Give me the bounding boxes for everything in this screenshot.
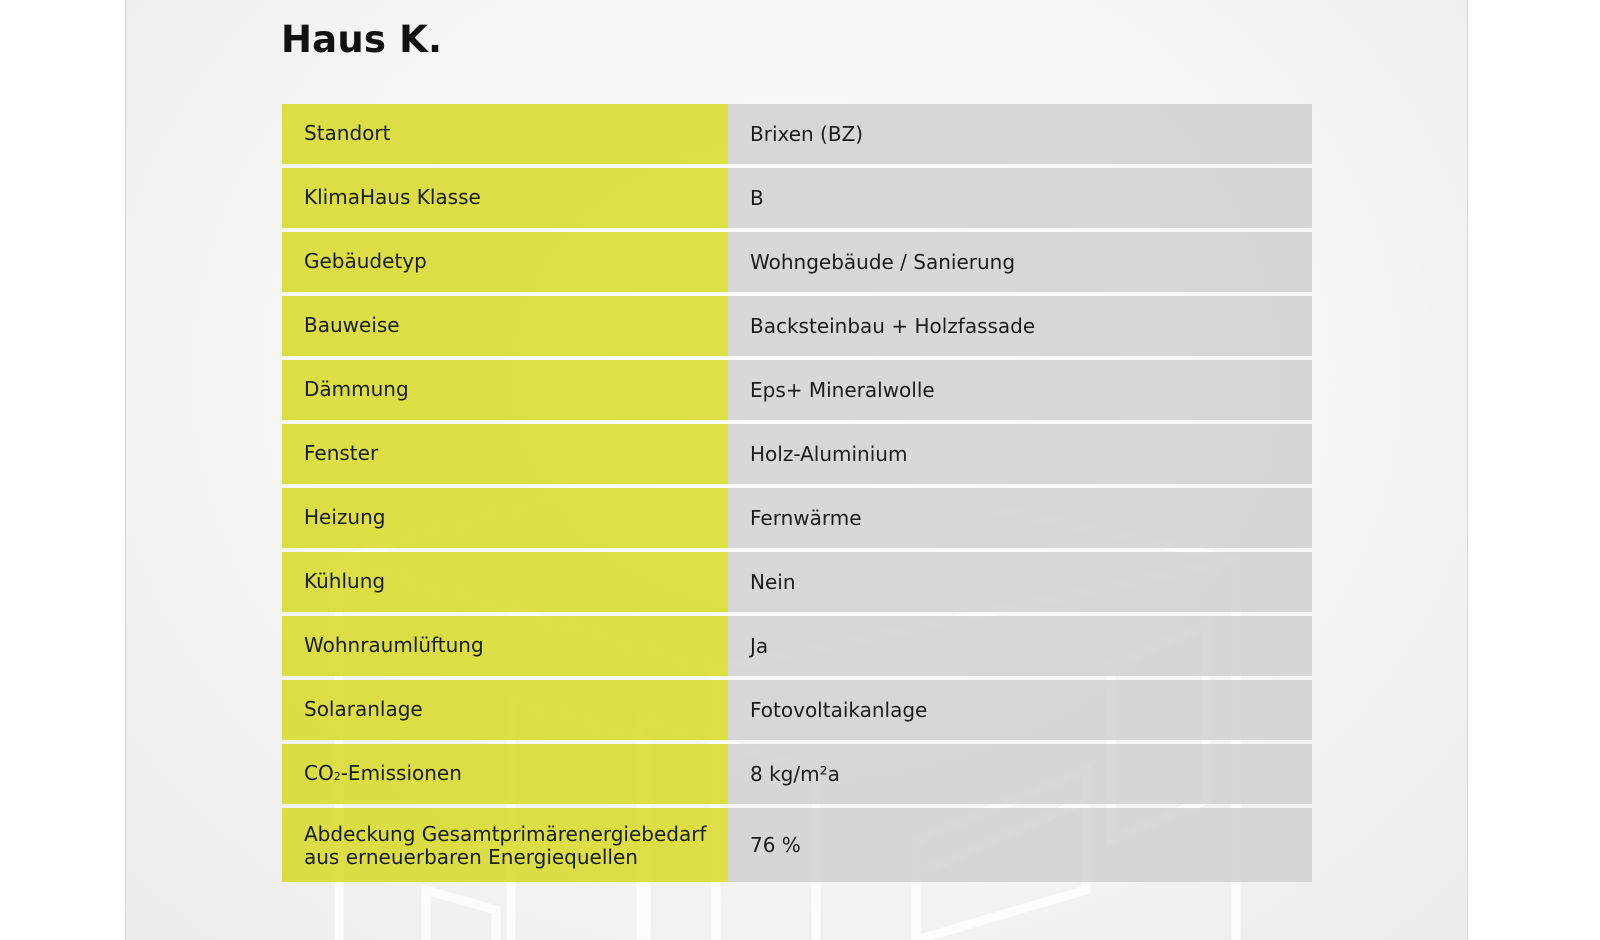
co2-label-prefix: CO: [304, 761, 334, 786]
table-row: [282, 552, 1312, 612]
row-label-line: aus erneuerbaren Energiequellen: [304, 845, 638, 869]
row-value: B: [728, 168, 1312, 228]
row-label: [282, 808, 728, 882]
table-row: [282, 808, 1312, 882]
spec-table: [282, 104, 1312, 887]
row-label: Bauweise: [282, 296, 728, 356]
row-label: Solaranlage: [282, 680, 728, 740]
table-row: [282, 616, 1312, 676]
row-label: Standort: [282, 104, 728, 164]
document-sheet: [125, 0, 1468, 940]
row-value: 76 %: [728, 808, 1312, 882]
co2-label-subscript: 2: [333, 770, 341, 784]
co2-label-suffix: -Emissionen: [340, 761, 462, 786]
row-value: Backsteinbau + Holzfassade: [728, 296, 1312, 356]
page-title: Haus K.: [281, 18, 443, 61]
row-value: Fernwärme: [728, 488, 1312, 548]
row-value: Nein: [728, 552, 1312, 612]
row-value: Holz-Aluminium: [728, 424, 1312, 484]
row-label: Fenster: [282, 424, 728, 484]
row-value: Eps+ Mineralwolle: [728, 360, 1312, 420]
row-label-line: Abdeckung Gesamtprimärenergiebedarf: [304, 822, 707, 846]
row-label: KlimaHaus Klasse: [282, 168, 728, 228]
table-row: [282, 360, 1312, 420]
row-label: Wohnraumlüftung: [282, 616, 728, 676]
table-row: [282, 488, 1312, 548]
row-label: Dämmung: [282, 360, 728, 420]
row-label: [282, 744, 728, 804]
table-row: [282, 168, 1312, 228]
row-value: Wohngebäude / Sanierung: [728, 232, 1312, 292]
table-row: [282, 104, 1312, 164]
row-value: Ja: [728, 616, 1312, 676]
table-row: [282, 232, 1312, 292]
row-value: Brixen (BZ): [728, 104, 1312, 164]
table-row: [282, 680, 1312, 740]
table-row: [282, 744, 1312, 804]
row-value: 8 kg/m²a: [728, 744, 1312, 804]
table-row: [282, 424, 1312, 484]
table-row: [282, 296, 1312, 356]
row-label: Heizung: [282, 488, 728, 548]
row-label: Gebäudetyp: [282, 232, 728, 292]
row-label: Kühlung: [282, 552, 728, 612]
row-value: Fotovoltaikanlage: [728, 680, 1312, 740]
